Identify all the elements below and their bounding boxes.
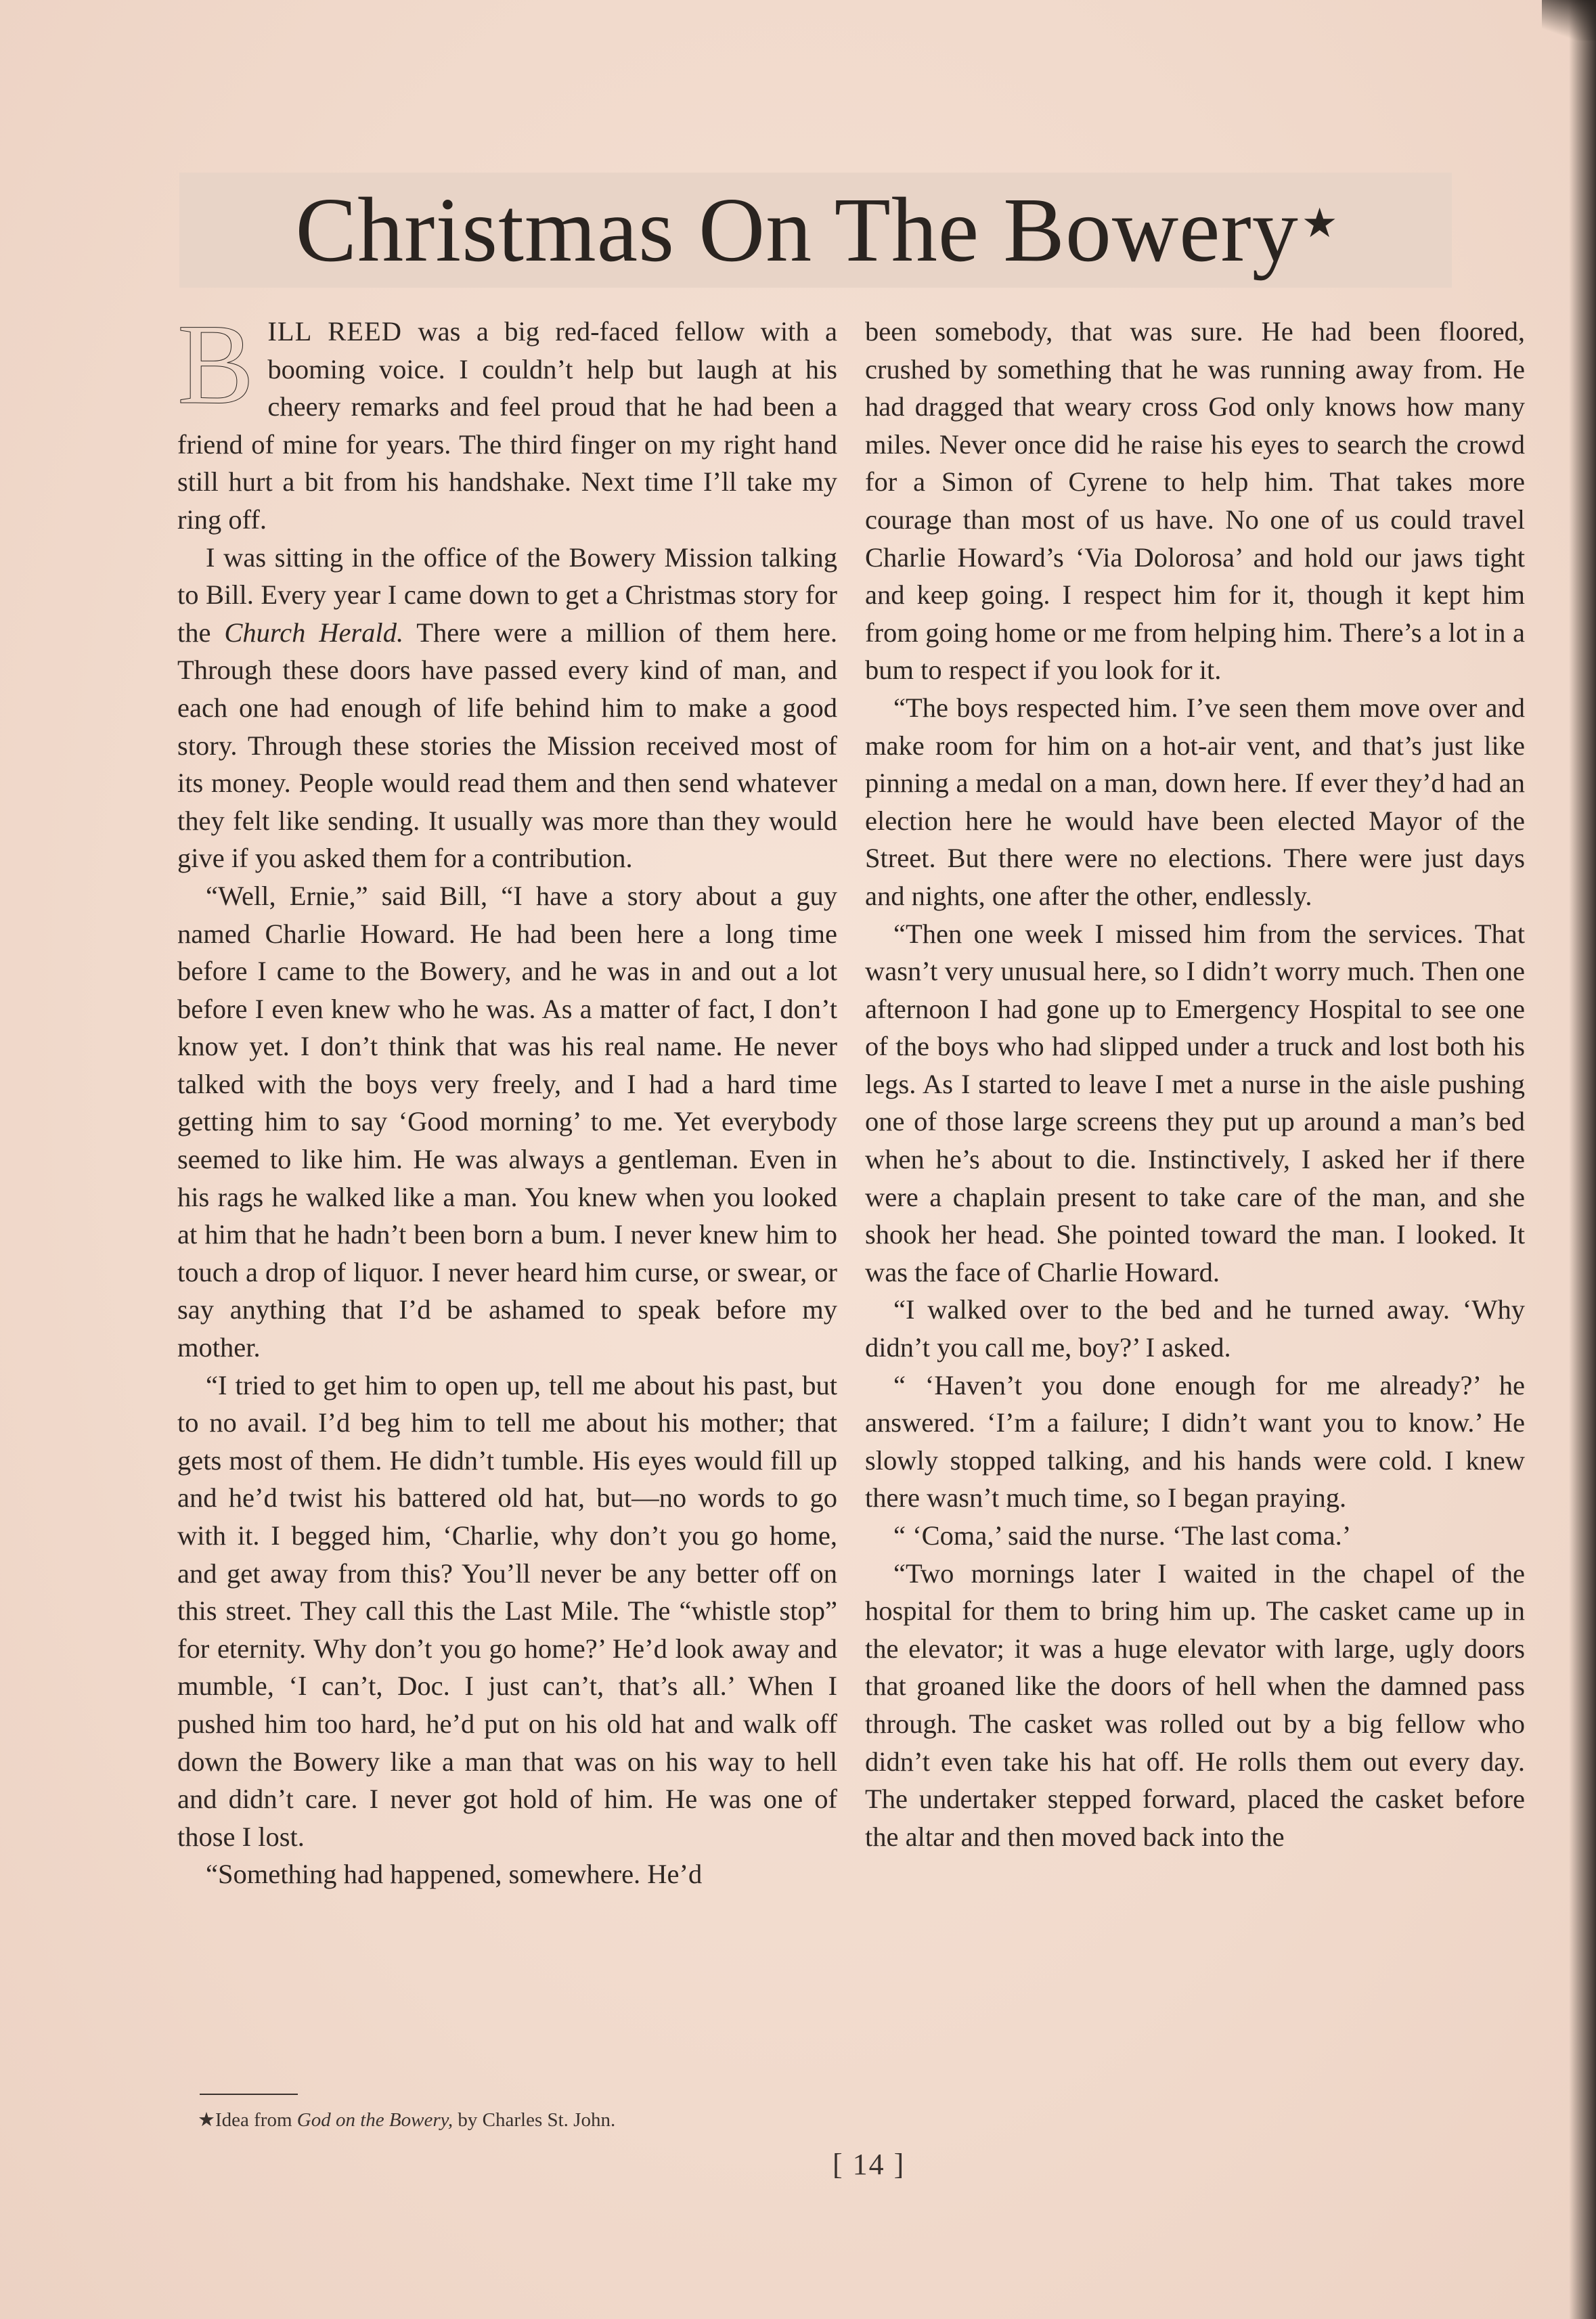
paragraph-7: “The boys respected him. I’ve seen them move over and make room for him on a hot-air vent, and that’s just like pinning a medal on a man, down here. If ever they’d had an election here he would have been elected Mayor of the Street. But there were no elections. There were just days and nights, one after the other, endlessly. xyxy=(865,692,1525,911)
lead-caps: ILL REED xyxy=(267,316,403,347)
title-text: Christmas On The Bowery xyxy=(295,179,1299,281)
left-column xyxy=(177,301,838,1893)
footnote-rule xyxy=(200,2094,298,2095)
drop-cap: B xyxy=(177,301,254,428)
paragraph-2 xyxy=(177,539,837,877)
paragraph-8: “Then one week I missed him from the services. That wasn’t very unusual here, so I didn’t worry much. Then one afternoon I had gone up to Emergency Hospital to see one of the boys who had slipped under a truck and lost both his legs. As I started to leave I met a nurse in the aisle pushing one of those large screens they put up around a man’s bed when he’s about to die. Instinctively, I asked her if there were a chaplain present to take care of the man, and she shook her head. She pointed toward the man. I looked. It was the face of Charlie Howard. xyxy=(865,918,1525,1287)
publication-name: Church Herald. xyxy=(224,617,404,648)
footnote-mark: ★ xyxy=(198,2109,215,2131)
paragraph-1 xyxy=(177,301,837,539)
paragraph-2-text-a: I was sitting in the office of the Bowery Mission talking to Bill. Every year I came down to get a Christmas story for the xyxy=(177,542,837,648)
page-number: [ 14 ] xyxy=(833,2148,906,2181)
paragraph-10: “ ‘Haven’t you done enough for me already?’ he answered. ‘I’m a failure; I didn’t want you to know.’ He slowly stopped talking, and his hands were cold. I knew there wasn’t much time, so I began praying. xyxy=(865,1369,1525,1514)
page-edge-shadow xyxy=(1569,0,1596,2319)
title-footnote-mark: ★ xyxy=(1301,201,1339,246)
paragraph-9: “I walked over to the bed and he turned away. ‘Why didn’t you call me, boy?’ I asked. xyxy=(865,1294,1525,1363)
paragraph-5: “Something had happened, somewhere. He’d xyxy=(206,1859,703,1890)
paragraph-3: “Well, Ernie,” said Bill, “I have a story about a guy named Charlie Howard. He had been here a long time before I came to the Bowery, and he was in and out a lot before I even knew who he was. As a matter of fact, I don’t know yet. I don’t think that was his real name. He never talked with the boys very freely, and I had a hard time getting him to say ‘Good morning’ to me. Yet everybody seemed to like him. He was always a gentleman. Even in his rags he walked like a man. You knew when you looked at him that he hadn’t been born a bum. I never knew him to touch a drop of liquor. I never heard him curse, or swear, or say anything that I’d be ashamed to speak before my mother. xyxy=(177,880,837,1363)
paragraph-12: “Two mornings later I waited in the chapel of the hospital for them to bring him up. The casket came up in the elevator; it was a huge elevator with large, ugly doors that groaned like the doors of hell when the damned pass through. The casket was rolled out by a big fellow who didn’t even take his hat off. He rolls them out every day. The undertaker stepped forward, placed the casket before the altar and then moved back into the xyxy=(865,1558,1525,1852)
footnote-suffix: by Charles St. John. xyxy=(453,2109,616,2131)
paragraph-6: been somebody, that was sure. He had been floored, crushed by something that he was running away from. He had dragged that weary cross God only knows how many miles. Never once did he raise his eyes to search the crowd for a Simon of Cyrene to help him. That takes more courage than most of us have. No one of us could travel Charlie Howard’s ‘Via Dolorosa’ and hold our jaws tight and keep going. I respect him for it, though it kept him from going home or me from helping him. There’s a lot in a bum to respect if you look for it. xyxy=(865,316,1525,686)
footnote-prefix: Idea from xyxy=(215,2109,297,2131)
paragraph-2-text-b: There were a million of them here. Through these doors have passed every kind of man, and each one had enough of life behind him to make a good story. Through these stories the Mission received most of its money. People would read them and then send whatever they felt like sending. It usually was more than they would give if you asked them for a contribution. xyxy=(177,617,838,874)
page-corner-shadow xyxy=(1542,0,1596,41)
footnote xyxy=(198,2106,615,2134)
paragraph-11: “ ‘Coma,’ said the nurse. ‘The last coma.’ xyxy=(893,1520,1352,1551)
footnote-book-title: God on the Bowery, xyxy=(296,2109,453,2131)
right-column xyxy=(865,313,1525,1855)
paragraph-4: “I tried to get him to open up, tell me about his past, but to no avail. I’d beg him to tell me about his mother; that gets most of them. He didn’t tumble. His eyes would fill up and he’d twist his battered old hat, but—no words to go with it. I begged him, ‘Charlie, why don’t you go home, and get away from this? You’ll never be any better off on this street. They call this the Last Mile. The “whistle stop” for eternity. Why don’t you go home?’ He’d look away and mumble, ‘I can’t, Doc. I just can’t, that’s all.’ When I pushed him too hard, he’d put on his old hat and walk off down the Bowery like a man that was on his way to hell and didn’t care. I never got hold of him. He was one of those I lost. xyxy=(177,1369,837,1852)
paragraph-1-text: was a big red-faced fellow with a booming voice. I couldn’t help but laugh at his cheery remarks and feel proud that he had been a friend of mine for years. The third finger on my right hand still hurt a bit from his handshake. Next time I’ll take my ring off. xyxy=(177,316,837,535)
article-title xyxy=(179,173,1452,288)
